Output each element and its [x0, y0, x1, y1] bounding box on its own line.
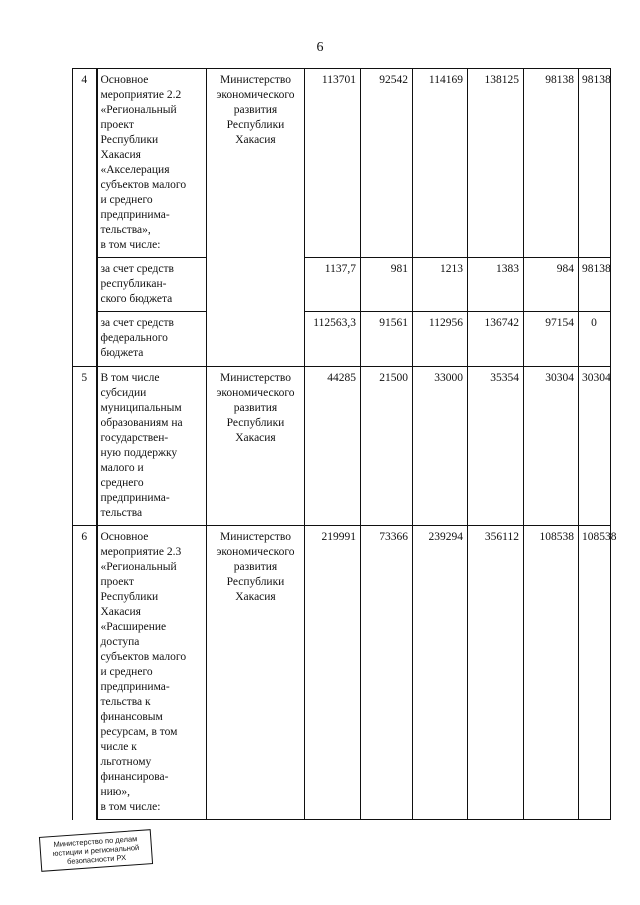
value-cell: 1383 — [468, 258, 524, 312]
value-cell: 138125 — [468, 69, 524, 258]
table-row — [73, 69, 611, 258]
value-cell: 112563,3 — [305, 312, 361, 367]
row-number: 5 — [73, 367, 97, 526]
row-number: 6 — [73, 526, 97, 820]
value-cell: 98138 — [579, 258, 611, 312]
value-cell: 112956 — [413, 312, 468, 367]
ministry-stamp: Министерство по делам юстиции и региональной безопасности РХ — [39, 829, 153, 872]
row-number: 4 — [73, 69, 97, 367]
value-cell: 0 — [579, 312, 611, 367]
value-cell: 113701 — [305, 69, 361, 258]
row-name: за счет средств республикан- ского бюджета — [97, 258, 207, 312]
executor: Министерство экономического развития Республики Хакасия — [207, 526, 305, 820]
value-cell: 356112 — [468, 526, 524, 820]
table-row — [73, 526, 611, 820]
value-cell: 91561 — [361, 312, 413, 367]
row-name: В том числе субсидии муниципальным образованиям на государствен- ную поддержку малого и среднего предпринима- тельства — [97, 367, 207, 526]
value-cell: 44285 — [305, 367, 361, 526]
value-cell: 239294 — [413, 526, 468, 820]
table-row — [73, 312, 611, 367]
table-row — [73, 367, 611, 526]
value-cell: 219991 — [305, 526, 361, 820]
value-cell: 136742 — [468, 312, 524, 367]
executor: Министерство экономического развития Республики Хакасия — [207, 367, 305, 526]
value-cell: 1137,7 — [305, 258, 361, 312]
value-cell: 21500 — [361, 367, 413, 526]
value-cell: 98138 — [524, 69, 579, 258]
value-cell: 981 — [361, 258, 413, 312]
table-row — [73, 258, 611, 312]
value-cell: 30304 — [579, 367, 611, 526]
row-name: Основное мероприятие 2.2 «Региональный проект Республики Хакасия «Акселерация субъектов малого и среднего предпринима- тельства», в том числе: — [97, 69, 207, 258]
value-cell: 108538 — [579, 526, 611, 820]
value-cell: 1213 — [413, 258, 468, 312]
value-cell: 984 — [524, 258, 579, 312]
value-cell: 73366 — [361, 526, 413, 820]
value-cell: 97154 — [524, 312, 579, 367]
row-name: Основное мероприятие 2.3 «Региональный проект Республики Хакасия «Расширение доступа субъектов малого и среднего предпринима- тельства к финансовым ресурсам, в том числе к льготному финансирова- нию», в том числе: — [97, 526, 207, 820]
executor: Министерство экономического развития Республики Хакасия — [207, 69, 305, 367]
value-cell: 108538 — [524, 526, 579, 820]
value-cell: 92542 — [361, 69, 413, 258]
value-cell: 98138 — [579, 69, 611, 258]
value-cell: 35354 — [468, 367, 524, 526]
value-cell: 30304 — [524, 367, 579, 526]
value-cell: 114169 — [413, 69, 468, 258]
budget-table — [72, 68, 617, 820]
value-cell: 33000 — [413, 367, 468, 526]
page-number: 6 — [316, 40, 324, 55]
row-name: за счет средств федерального бюджета — [97, 312, 207, 367]
